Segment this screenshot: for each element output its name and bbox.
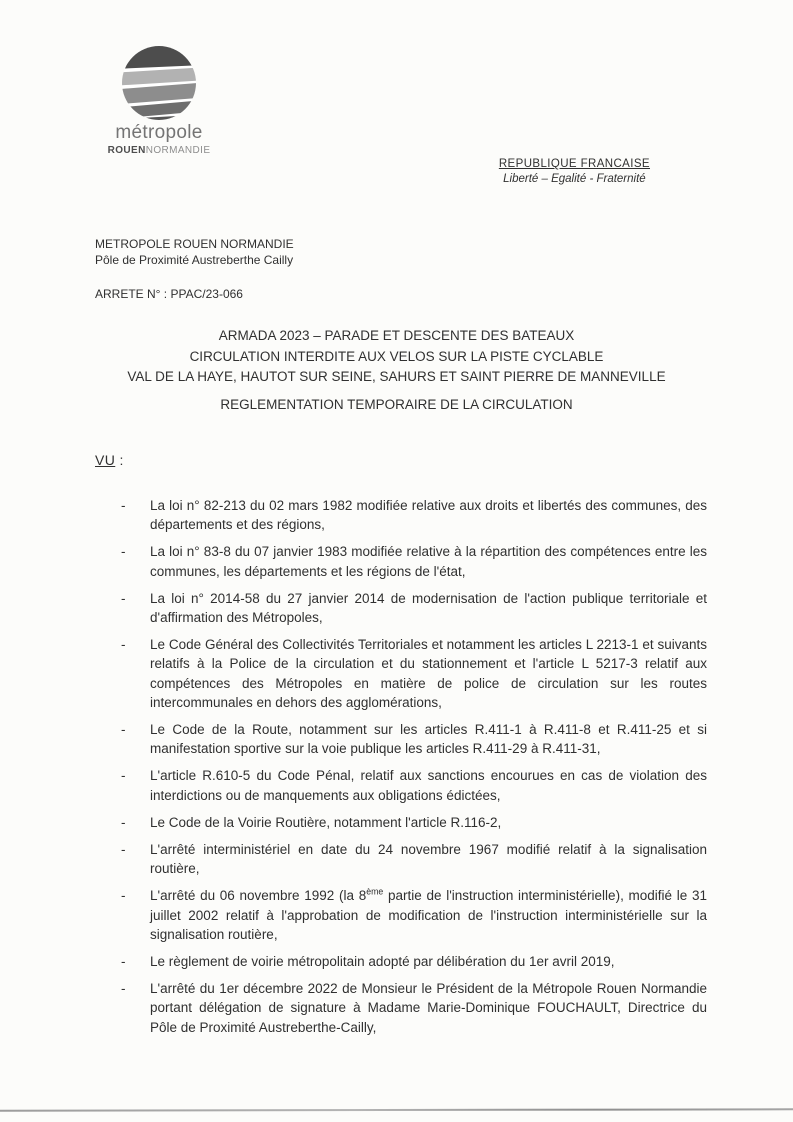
republic-title: REPUBLIQUE FRANCAISE [498, 158, 650, 170]
striped-globe-icon [122, 46, 196, 120]
bullet-dash: - [121, 722, 126, 738]
republic-block [499, 158, 650, 185]
arrete-reference: ARRETE N° : PPAC/23-066 [95, 287, 243, 301]
bullet-dash: - [121, 954, 126, 970]
logo-city: ROUEN [107, 145, 146, 156]
vu-item [95, 840, 707, 878]
logo-band [122, 46, 196, 69]
bullet-dash: - [121, 498, 126, 513]
vu-item [95, 635, 707, 712]
bullet-dash: - [121, 590, 126, 606]
logo-region: NORMANDIE [145, 145, 211, 156]
vu-item-text: L'article R.610-5 du Code Pénal, relatif aux sanctions encourues en cas de violation des interdictions ou de manquements aux obligations édictées, [150, 768, 707, 803]
vu-item [95, 952, 707, 971]
vu-label: VU [95, 452, 116, 468]
republic-motto: Liberté – Egalité - Fraternité [503, 173, 646, 185]
title-line-2: CIRCULATION INTERDITE AUX VELOS SUR LA PISTE CYCLABLE [189, 348, 604, 364]
vu-colon: : [115, 452, 124, 468]
vu-item-text: L'arrêté du 1er décembre 2022 de Monsieur le Président de la Métropole Rouen Normandie portant délégation de signature à Madame Marie-Dominique FOUCHAULT, Directrice du Pôle de Proximité Austreberthe-Cailly, [150, 981, 707, 1035]
bullet-dash: - [121, 544, 126, 560]
title-line-3: VAL DE LA HAYE, HAUTOT SUR SEINE, SAHURS ET SAINT PIERRE DE MANNEVILLE [127, 369, 666, 385]
bullet-dash: - [121, 842, 126, 858]
vu-item [95, 766, 707, 804]
vu-item-text: Le Code Général des Collectivités Territoriales et notamment les articles L 2213-1 et suivants relatifs à la Police de la circulation et du stationnement et l'article L 5217-3 relatif aux compétences des Métropoles en matière de police de circulation sur les routes intercommunales en dehors des agglomérations, [150, 637, 707, 710]
subtitle: REGLEMENTATION TEMPORAIRE DE LA CIRCULATION [220, 397, 573, 412]
vu-item [95, 589, 707, 627]
vu-item-text: L'arrêté interministériel en date du 24 novembre 1967 modifié relatif à la signalisation routière, [150, 842, 707, 877]
bullet-dash: - [121, 814, 126, 830]
bullet-dash: - [121, 768, 126, 784]
bullet-dash: - [121, 888, 126, 904]
vu-item [95, 542, 707, 580]
org-header [95, 236, 294, 268]
vu-item-text: La loi n° 83-8 du 07 janvier 1983 modifiée relative à la répartition des compétences entre les communes, les départements et les régions de l'état, [150, 544, 707, 579]
bullet-dash: - [121, 981, 126, 997]
vu-item-text: La loi n° 2014-58 du 27 janvier 2014 de modernisation de l'action publique territoriale et d'affirmation des Métropoles, [150, 590, 707, 626]
vu-item-text: Le règlement de voirie métropolitain adopté par délibération du 1er avril 2019, [150, 954, 615, 970]
logo-wordmark: métropole [115, 122, 203, 143]
vu-item-text: L'arrêté du 06 novembre 1992 (la 8ème partie de l'instruction interministérielle), modifié le 31 juillet 2002 relatif à l'approbation de modification de l'instruction interministérielle sur la signalisation routière, [150, 886, 707, 942]
title-line-1: ARMADA 2023 – PARADE ET DESCENTE DES BATEAUX [218, 328, 575, 343]
vu-item [95, 979, 707, 1037]
scan-edge-line [0, 1108, 793, 1111]
org-name: METROPOLE ROUEN NORMANDIE [95, 237, 294, 251]
vu-item-text: La loi n° 82-213 du 02 mars 1982 modifiée relative aux droits et libertés des communes, des départements et des régions, [150, 498, 707, 533]
metropole-logo [104, 46, 214, 156]
vu-list [95, 496, 707, 1045]
org-unit: Pôle de Proximité Austreberthe Cailly [95, 253, 294, 267]
logo-subtitle [104, 145, 214, 156]
vu-item [95, 813, 707, 832]
vu-item-text: Le Code de la Route, notamment sur les articles R.411-1 à R.411-8 et R.411-25 et si manifestation sportive sur la voie publique les articles R.411-29 à R.411-31, [150, 722, 707, 757]
bullet-dash: - [121, 637, 126, 653]
vu-item [95, 886, 707, 944]
vu-item-text: Le Code de la Voirie Routière, notamment l'article R.116-2, [150, 814, 502, 830]
vu-item [95, 720, 707, 758]
title-block [30, 326, 763, 388]
vu-item [95, 496, 707, 534]
vu-heading [95, 452, 124, 468]
